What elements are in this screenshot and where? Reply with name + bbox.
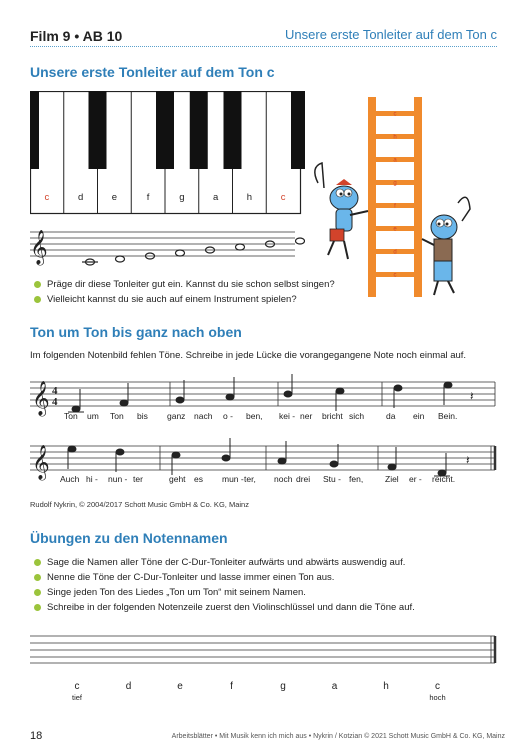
lyric-syllable: nun - (108, 474, 128, 484)
key-label: g (179, 192, 185, 203)
worksheet-id: Film 9 • AB 10 (30, 28, 123, 44)
lyric-syllable: ter, (244, 474, 256, 484)
bullet-icon (34, 281, 41, 288)
bullet-icon (34, 559, 41, 566)
key-label: e (111, 192, 118, 203)
empty-staff[interactable] (30, 628, 500, 664)
note-name: f (230, 681, 233, 692)
black-key (30, 91, 39, 169)
lyric-syllable: Stu - (323, 474, 341, 484)
black-key (224, 91, 242, 169)
list-item: Präge dir diese Tonleiter gut ein. Kannst du sie schon selbst singen? (34, 279, 335, 290)
note-name: c tief (71, 681, 82, 702)
ladder-label: d (393, 249, 397, 256)
bullet-icon (34, 604, 41, 611)
key-label: a (212, 192, 219, 203)
lyric-syllable: ganz (167, 411, 186, 421)
ladder-label: c (393, 111, 397, 118)
lyric-syllable: bis (137, 411, 148, 421)
lyric-syllable: geht (169, 474, 186, 484)
svg-text:𝄽: 𝄽 (470, 389, 474, 403)
lyric-syllable: Ziel (385, 474, 399, 484)
lyric-syllable: er - (409, 474, 422, 484)
lyric-syllable: Ton (110, 411, 124, 421)
note-name: c hoch (429, 681, 446, 702)
lyric-syllable: bricht (322, 411, 343, 421)
bullet-icon (34, 589, 41, 596)
scale-staff (30, 222, 305, 270)
note-character-left (315, 163, 368, 259)
lyric-syllable: ter (133, 474, 143, 484)
list-item: Singe jeden Ton des Liedes „Ton um Ton“ mit seinem Namen. (34, 587, 306, 598)
black-key (190, 91, 208, 169)
note-name: d (125, 681, 132, 692)
list-item: Vielleicht kannst du sie auch auf einem Instrument spielen? (34, 294, 297, 305)
note-name: h (383, 681, 389, 692)
lyric-syllable: Ton (64, 411, 78, 421)
header-divider (30, 46, 497, 47)
svg-text:4: 4 (52, 385, 58, 397)
note-character-right (422, 197, 470, 295)
lyric-syllable: ben, (246, 411, 263, 421)
lyric-syllable: hi - (86, 474, 98, 484)
header-title: Unsere erste Tonleiter auf dem Ton c (285, 27, 497, 42)
footer-text: Arbeitsblätter • Mit Musik kenn ich mich aus • Nykrin / Kotzian © 2021 Schott Music GmbH & Co. KG, Mainz (171, 733, 505, 740)
lyric-syllable: mun - (222, 474, 244, 484)
svg-text:𝄽: 𝄽 (466, 453, 470, 467)
section2-title: Ton um Ton bis ganz nach oben (30, 324, 242, 340)
lyric-syllable: sich (349, 411, 365, 421)
list-item: Sage die Namen aller Töne der C-Dur-Tonleiter aufwärts und abwärts auswendig auf. (34, 557, 405, 568)
lyric-syllable: kei - (279, 411, 296, 421)
key-label: h (246, 192, 253, 203)
ladder-label: f (394, 203, 396, 210)
ladder-illustration (300, 93, 505, 303)
black-key (156, 91, 174, 169)
bullet-icon (34, 296, 41, 303)
note-name: e (177, 681, 183, 692)
lyric-syllable: Bein. (438, 411, 458, 421)
instructions-text: Im folgenden Notenbild fehlen Töne. Schreibe in jede Lücke die vorangegangene Note noch einmal auf. (30, 350, 467, 361)
lyric-syllable: da (386, 411, 396, 421)
lyric-syllable: ein (413, 411, 425, 421)
svg-text:4: 4 (52, 396, 58, 408)
key-label: f (146, 192, 150, 203)
section1-title: Unsere erste Tonleiter auf dem Ton c (30, 64, 275, 80)
lyric-syllable: Auch (60, 474, 80, 484)
bullet-icon (34, 574, 41, 581)
key-label: c (44, 192, 50, 203)
list-item: Nenne die Töne der C-Dur-Tonleiter und lasse immer einen Ton aus. (34, 572, 334, 583)
lyric-syllable: ner (300, 411, 313, 421)
lyric-syllable: o - (223, 411, 233, 421)
ladder-label: c (393, 272, 397, 279)
lyric-syllable: es (194, 474, 203, 484)
scale-note (176, 250, 185, 256)
treble-clef-icon: 𝄞 (32, 445, 50, 480)
page-number: 18 (30, 730, 43, 742)
scale-note (116, 256, 125, 262)
melody-staff-2 (30, 436, 500, 486)
key-label: c (280, 192, 286, 203)
treble-clef-icon: 𝄞 (30, 230, 48, 265)
treble-clef-icon: 𝄞 (32, 381, 50, 416)
lyric-syllable: reicht. (432, 474, 456, 484)
ladder-label: h (393, 134, 397, 141)
melody-staff-1 (30, 372, 500, 422)
ladder-label: a (393, 157, 397, 164)
ladder-label: e (393, 226, 397, 233)
section3-title: Übungen zu den Notennamen (30, 530, 228, 546)
list-item: Schreibe in der folgenden Notenzeile zuerst den Violinschlüssel und dann die Töne auf. (34, 602, 415, 613)
scale-note (236, 244, 245, 250)
lyric-syllable: fen, (349, 474, 364, 484)
lyric-syllable: drei (296, 474, 311, 484)
lyric-syllable: nach (194, 411, 213, 421)
lyric-syllable: um (87, 411, 99, 421)
note-name: g (280, 681, 286, 692)
black-key (89, 91, 107, 169)
lyric-syllable: noch (274, 474, 293, 484)
copyright-credit: Rudolf Nykrin, © 2004/2017 Schott Music GmbH & Co. KG, Mainz (30, 500, 249, 509)
note-name: a (331, 681, 338, 692)
ladder-label: g (393, 180, 397, 187)
key-label: d (77, 192, 84, 203)
